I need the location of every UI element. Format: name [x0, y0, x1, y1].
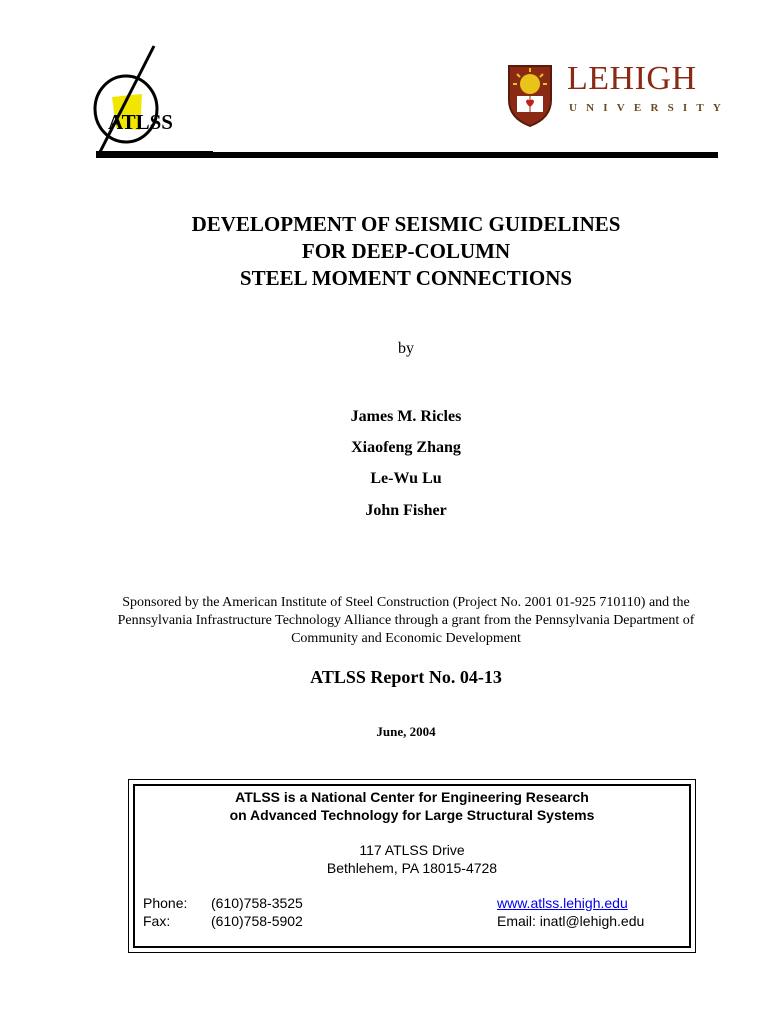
- title-line-1: DEVELOPMENT OF SEISMIC GUIDELINES: [191, 212, 621, 236]
- atlss-logo: [88, 42, 213, 157]
- website-link[interactable]: www.atlss.lehigh.edu: [497, 895, 628, 911]
- address-line-2: Bethlehem, PA 18015-4728: [326, 860, 498, 876]
- sponsor-line-3: Community and Economic Development: [291, 631, 521, 646]
- author-2: Xiaofeng Zhang: [351, 439, 461, 456]
- address-line-1: 117 ATLSS Drive: [359, 842, 465, 858]
- sponsor-text: [90, 594, 722, 648]
- author-3: Le-Wu Lu: [370, 470, 442, 487]
- lehigh-subtitle: UNIVERSITY: [569, 102, 731, 114]
- sponsor-line-1: Sponsored by the American Institute of Steel Construction (Project No. 2001 01-925 710110) and the: [122, 595, 690, 610]
- phone-label: Phone:: [143, 895, 188, 911]
- email-text: Email: inatl@lehigh.edu: [497, 913, 645, 929]
- title-line-3: STEEL MOMENT CONNECTIONS: [239, 266, 573, 290]
- by-label: by: [398, 340, 414, 357]
- lehigh-wordmark: LEHIGH: [567, 60, 697, 97]
- lehigh-logo: [505, 60, 731, 130]
- report-number: ATLSS Report No. 04-13: [310, 667, 502, 687]
- report-date: June, 2004: [376, 724, 436, 739]
- fax-number: (610)758-5902: [211, 913, 303, 929]
- fax-label: Fax:: [143, 913, 171, 929]
- author-1: James M. Ricles: [350, 408, 462, 425]
- info-heading-line-2: on Advanced Technology for Large Structural Systems: [229, 807, 595, 823]
- atlss-logo-graphic: [88, 42, 213, 157]
- author-4: John Fisher: [365, 502, 447, 519]
- info-box-inner: [133, 784, 691, 948]
- phone-number: (610)758-3525: [211, 895, 303, 911]
- sponsor-line-2: Pennsylvania Infrastructure Technology Alliance through a grant from the Pennsylvania Department of: [117, 613, 695, 628]
- lehigh-shield-icon: [505, 62, 555, 128]
- atlss-logo-text: ATLSS: [108, 110, 173, 134]
- header-rule: [96, 152, 718, 158]
- info-box: [128, 779, 696, 953]
- title-line-2: FOR DEEP-COLUMN: [301, 239, 511, 263]
- info-heading-line-1: ATLSS is a National Center for Engineering Research: [235, 789, 589, 805]
